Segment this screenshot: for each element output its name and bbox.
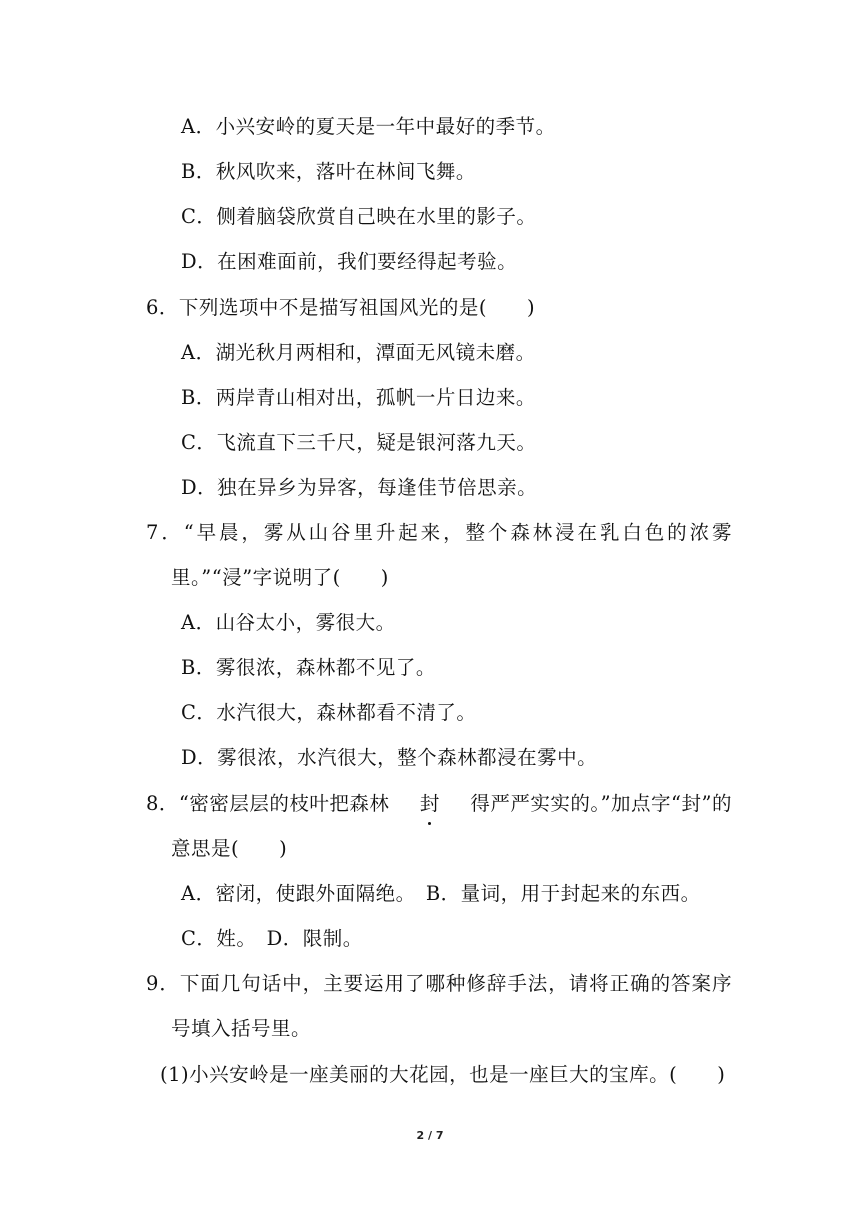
q7-stem-line-2: 里。”“浸”字说明了( ) — [171, 566, 389, 589]
q8-stem-after: 得严严实实的。”加点字“封”的 — [470, 792, 732, 815]
q7-option-b: B．雾很浓，森林都不见了。 — [181, 656, 436, 679]
q8-options-ab: A．密闭，使跟外面隔绝。 B．量词，用于封起来的东西。 — [181, 882, 701, 905]
q7-option-c: C．水汽很大，森林都看不清了。 — [181, 701, 477, 724]
q6-option-d: D．独在异乡为异客，每逢佳节倍思亲。 — [181, 476, 538, 499]
q8-stem-before: 8．“密密层层的枝叶把森林 — [146, 792, 390, 815]
q5-option-b: B．秋风吹来，落叶在林间飞舞。 — [181, 160, 476, 183]
q5-option-d: D．在困难面前，我们要经得起考验。 — [181, 250, 518, 273]
q9-stem-line-2: 号填入括号里。 — [171, 1017, 312, 1040]
q9-sub-question-1: (1)小兴安岭是一座美丽的大花园，也是一座巨大的宝库。( ) — [160, 1063, 726, 1086]
q7-option-d: D．雾很浓，水汽很大，整个森林都浸在雾中。 — [181, 746, 598, 769]
q7-option-a: A．山谷太小，雾很大。 — [181, 611, 396, 634]
q9-stem-line-1: 9．下面几句话中，主要运用了哪种修辞手法，请将正确的答案序 — [146, 972, 732, 995]
q6-option-c: C．飞流直下三千尺，疑是银河落九天。 — [181, 431, 537, 454]
q8-stem-line-2: 意思是( ) — [171, 837, 288, 860]
q6-option-a: A．湖光秋月两相和，潭面无风镜未磨。 — [181, 341, 536, 364]
q6-stem: 6．下列选项中不是描写祖国风光的是( ) — [146, 296, 536, 319]
q8-dotted-char: 封 — [420, 790, 440, 818]
q8-options-cd: C．姓。 D．限制。 — [181, 927, 363, 950]
page-number: 2 / 7 — [416, 1129, 444, 1142]
q8-stem-line-1 — [146, 790, 732, 818]
q5-option-c: C．侧着脑袋欣赏自己映在水里的影子。 — [181, 205, 537, 228]
q6-option-b: B．两岸青山相对出，孤帆一片日边来。 — [181, 386, 536, 409]
q7-stem-line-1: 7．“早晨，雾从山谷里升起来，整个森林浸在乳白色的浓雾 — [146, 521, 732, 544]
q5-option-a: A．小兴安岭的夏天是一年中最好的季节。 — [181, 115, 556, 138]
